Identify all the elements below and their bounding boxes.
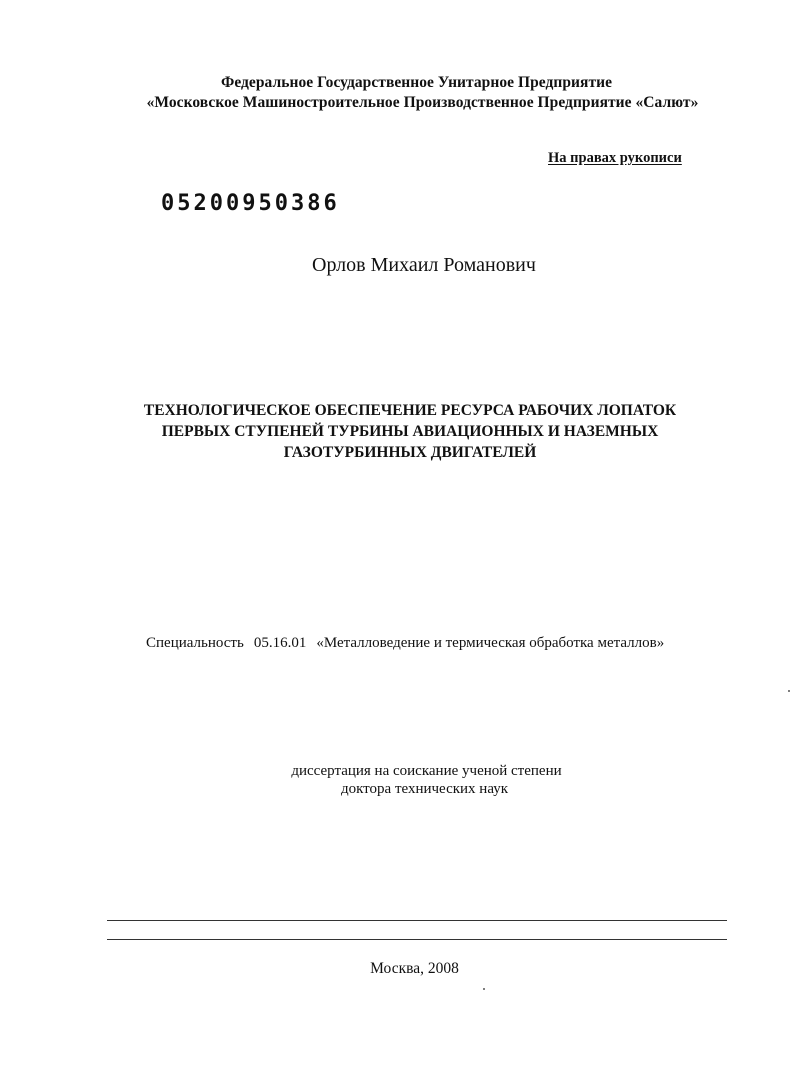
title-line-2: ПЕРВЫХ СТУПЕНЕЙ ТУРБИНЫ АВИАЦИОННЫХ И НАЗЕМНЫХ	[161, 423, 659, 440]
rights-notice: На правах рукописи	[548, 150, 682, 166]
degree-line-2: доктора технических наук	[340, 781, 509, 797]
dissertation-title	[60, 400, 760, 463]
specialty-code: 05.16.01	[253, 635, 307, 651]
specialty-line	[146, 635, 664, 652]
title-line-1: ТЕХНОЛОГИЧЕСКОЕ ОБЕСПЕЧЕНИЕ РЕСУРСА РАБОЧИХ ЛОПАТОК	[143, 402, 677, 419]
divider-line-1	[107, 920, 727, 921]
scan-speck	[788, 690, 790, 692]
organization-line-1: Федеральное Государственное Унитарное Предприятие	[220, 74, 613, 91]
organization-line-2: «Московское Машиностроительное Производственное Предприятие «Салют»	[146, 94, 699, 111]
scan-speck	[483, 988, 485, 990]
degree-line-1: диссертация на соискание ученой степени	[291, 763, 562, 779]
city-year: Москва, 2008	[370, 960, 459, 977]
document-number: 05200950386	[161, 191, 340, 216]
specialty-label: Специальность	[146, 635, 244, 651]
title-line-3: ГАЗОТУРБИННЫХ ДВИГАТЕЛЕЙ	[283, 444, 537, 461]
author-name: Орлов Михаил Романович	[312, 254, 536, 276]
divider-line-2	[107, 939, 727, 940]
specialty-name: «Металловедение и термическая обработка металлов»	[316, 635, 665, 651]
